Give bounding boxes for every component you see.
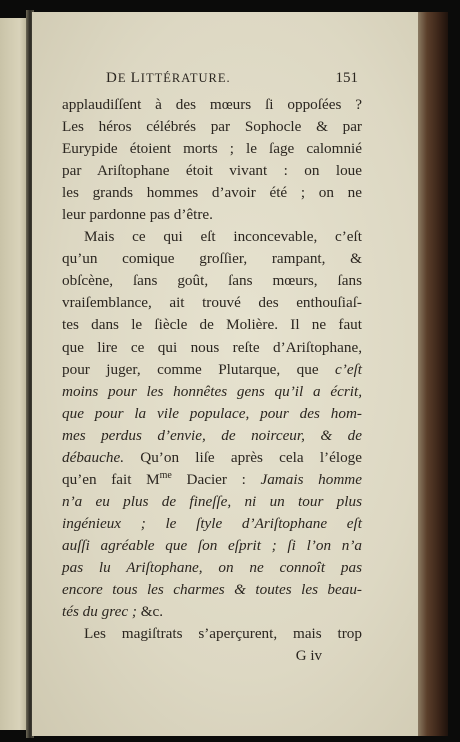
text-line: les grands hommes d’avoir été ; on ne — [62, 184, 362, 202]
quotation-line: n’a eu plus de fineſſe, ni un tour plus — [62, 492, 362, 510]
quotation-line: auſſi agréable que ſon eſprit ; ſi l’on n’a — [62, 536, 362, 554]
text-line: leur pardonne pas d’être. — [62, 206, 213, 224]
text-line: vraiſemblance, ait trouvé des enthouſiaſ- — [62, 294, 362, 312]
text-line: par Ariſtophane étoit vivant : on loue — [62, 162, 362, 180]
paragraph-start: Mais ce qui eſt inconcevable, c’eſt — [84, 228, 362, 246]
text-line: qu’en fait $M^{me}$ Dacier : Jamais homme — [62, 469, 363, 488]
quotation-line: mes perdus d’envie, de noirceur, & de — [62, 426, 362, 444]
quotation-line: moins pour les honnêtes gens qu’il a écrit, — [62, 382, 362, 400]
page-number: 151 — [335, 70, 358, 86]
text-line: tes dans le ſiècle de Molière. Il ne faut — [62, 316, 362, 334]
quotation-line: pas lu Ariſtophane, on ne connoît pas — [62, 558, 362, 576]
text-line: pour juger, comme Plutarque, que c’eſt — [62, 360, 363, 378]
quotation-italic: Jamais homme — [260, 470, 363, 488]
text-line: qu’un comique groſſier, rampant, & — [62, 250, 362, 268]
page-text — [62, 70, 362, 667]
quotation-line: encore tous les charmes & toutes les beau- — [62, 581, 362, 599]
running-title: DE LITTÉRATURE. — [106, 70, 231, 86]
signature-mark: G iv — [295, 648, 322, 665]
quotation-line: ingénieux ; le ſtyle d’Ariſtophane eſt — [62, 514, 362, 532]
text-line: que lire ce qui nous reſte d’Ariſtophane, — [62, 338, 362, 356]
text-line: tés du grec ; &c. — [62, 603, 164, 621]
text-line: obſcène, ſans goût, ſans mœurs, ſans — [62, 272, 362, 290]
paragraph-start: Les magiſtrats s’aperçurent, mais trop — [84, 625, 362, 643]
text-line: Les héros célébrés par Sophocle & par — [62, 118, 362, 136]
superscript: me — [159, 469, 172, 481]
page-edge-shadow — [418, 12, 448, 736]
quotation-line: que pour la vile populace, pour des hom- — [62, 404, 362, 422]
text-line: applaudiſſent à des mœurs ſi oppoſées ? — [62, 96, 362, 113]
text-line: Eurypide étoient morts ; le ſage calomnié — [62, 140, 362, 158]
quotation-italic: c’eſt — [335, 360, 363, 378]
running-header — [62, 70, 362, 94]
text-line: débauche. Qu’on liſe après cela l’éloge — [62, 448, 362, 466]
quotation-italic: débauche. — [62, 448, 124, 466]
quotation-italic: tés du grec ; — [62, 603, 137, 621]
facing-page-edge — [0, 18, 28, 730]
